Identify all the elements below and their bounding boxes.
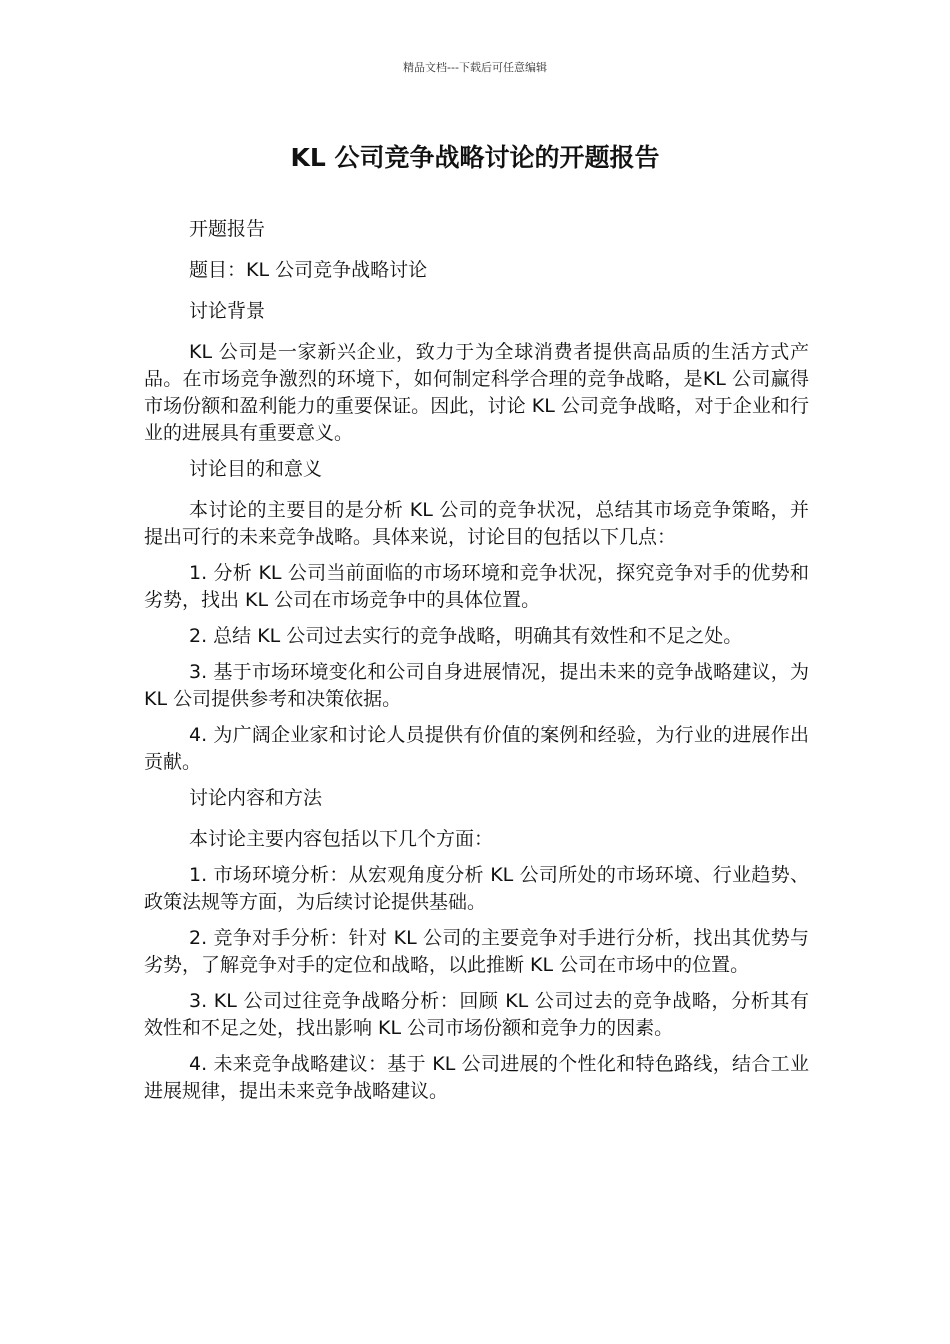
paragraph-background: KL 公司是一家新兴企业，致力于为全球消费者提供高品质的生活方式产品。在市场竞争激烈的环境下，如何制定科学合理的竞争战略，是KL 公司赢得市场份额和盈利能力的重要保证。因此，讨论 KL 公司竞争战略，对于企业和行业的进展具有重要意义。 <box>144 341 809 444</box>
list-item-content-1: 1. 市场环境分析：从宏观角度分析 KL 公司所处的市场环境、行业趋势、政策法规等方面，为后续讨论提供基础。 <box>144 864 809 913</box>
section-heading-content: 讨论内容和方法 <box>189 787 323 809</box>
paragraph-report-label: 开题报告 <box>189 218 266 240</box>
list-item-purpose-1: 1. 分析 KL 公司当前面临的市场环境和竞争状况，探究竞争对手的优势和劣势，找出 KL 公司在市场竞争中的具体位置。 <box>144 562 809 611</box>
paragraph-content-intro: 本讨论主要内容包括以下几个方面： <box>189 828 494 850</box>
list-item-content-4: 4. 未来竞争战略建议：基于 KL 公司进展的个性化和特色路线，结合工业进展规律，提出未来竞争战略建议。 <box>144 1053 809 1102</box>
paragraph-purpose-intro: 本讨论的主要目的是分析 KL 公司的竞争状况，总结其市场竞争策略，并提出可行的未来竞争战略。具体来说，讨论目的包括以下几点： <box>144 499 809 548</box>
list-item-purpose-3: 3. 基于市场环境变化和公司自身进展情况，提出未来的竞争战略建议，为 KL 公司提供参考和决策依据。 <box>144 661 809 710</box>
list-item-content-2: 2. 竞争对手分析：针对 KL 公司的主要竞争对手进行分析，找出其优势与劣势，了解竞争对手的定位和战略，以此推断 KL 公司在市场中的位置。 <box>144 927 809 976</box>
section-heading-purpose: 讨论目的和意义 <box>189 458 323 480</box>
list-item-content-3: 3. KL 公司过往竞争战略分析：回顾 KL 公司过去的竞争战略，分析其有效性和不足之处，找出影响 KL 公司市场份额和竞争力的因素。 <box>144 990 809 1039</box>
paragraph-topic: 题目：KL 公司竞争战略讨论 <box>189 259 428 281</box>
header-note: 精品文档---下载后可任意编辑 <box>403 61 547 74</box>
list-item-purpose-4: 4. 为广阔企业家和讨论人员提供有价值的案例和经验，为行业的进展作出贡献。 <box>144 724 809 773</box>
section-heading-background: 讨论背景 <box>189 300 266 322</box>
document-body <box>144 216 809 1114</box>
document-title: KL 公司竞争战略讨论的开题报告 <box>290 143 660 172</box>
list-item-purpose-2: 2. 总结 KL 公司过去实行的竞争战略，明确其有效性和不足之处。 <box>189 625 743 647</box>
